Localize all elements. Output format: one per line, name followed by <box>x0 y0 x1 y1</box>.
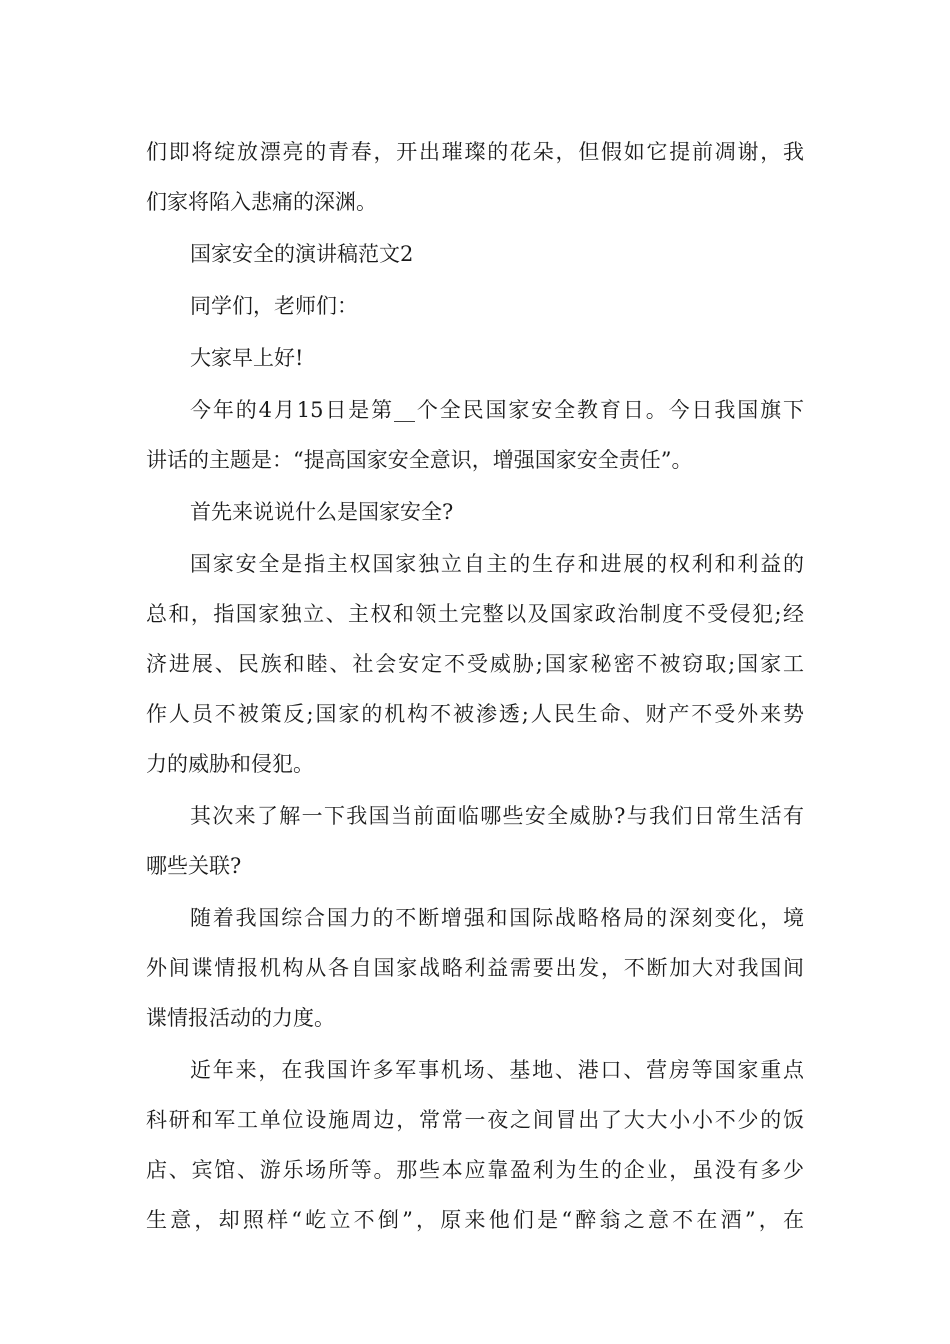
text-line: 近年来，在我国许多军事机场、基地、港口、营房等国家重点 <box>190 1058 804 1082</box>
text-line: 总和，指国家独立、主权和领土完整以及国家政治制度不受侵犯;经 <box>146 602 804 626</box>
text-line: 济进展、民族和睦、社会安定不受威胁;国家秘密不被窃取;国家工 <box>146 652 804 676</box>
section-heading: 国家安全的演讲稿范文2 <box>190 242 414 266</box>
salutation: 同学们，老师们： <box>190 294 358 318</box>
text-line: 国家安全是指主权国家独立自主的生存和进展的权利和利益的 <box>190 552 804 576</box>
text-line: 科研和军工单位设施周边，常常一夜之间冒出了大大小小不少的饭 <box>146 1108 804 1132</box>
text-line: 讲话的主题是：“提高国家安全意识，增强国家安全责任”。 <box>146 448 693 472</box>
greeting: 大家早上好! <box>190 346 304 370</box>
text-line: 其次来了解一下我国当前面临哪些安全威胁?与我们日常生活有 <box>190 804 804 828</box>
text-line: 们家将陷入悲痛的深渊。 <box>146 190 377 214</box>
text-line: 外间谍情报机构从各自国家战略利益需要出发，不断加大对我国间 <box>146 956 804 980</box>
text-line: 们即将绽放漂亮的青春，开出璀璨的花朵，但假如它提前凋谢，我 <box>146 140 804 164</box>
text-line: 作人员不被策反;国家的机构不被渗透;人民生命、财产不受外来势 <box>146 702 804 726</box>
text-line: 店、宾馆、游乐场所等。那些本应靠盈利为生的企业，虽没有多少 <box>146 1158 804 1182</box>
text-line: 生意，却照样“屹立不倒”，原来他们是“醉翁之意不在酒”，在 <box>146 1208 804 1232</box>
text-line: 哪些关联? <box>146 854 242 878</box>
text-line: 谍情报活动的力度。 <box>146 1006 335 1030</box>
text-line: 首先来说说什么是国家安全? <box>190 500 454 524</box>
text-line: 随着我国综合国力的不断增强和国际战略格局的深刻变化，境 <box>190 906 804 930</box>
text-line: 力的威胁和侵犯。 <box>146 752 314 776</box>
text-line: 今年的4月15日是第__个全民国家安全教育日。今日我国旗下 <box>190 398 804 422</box>
